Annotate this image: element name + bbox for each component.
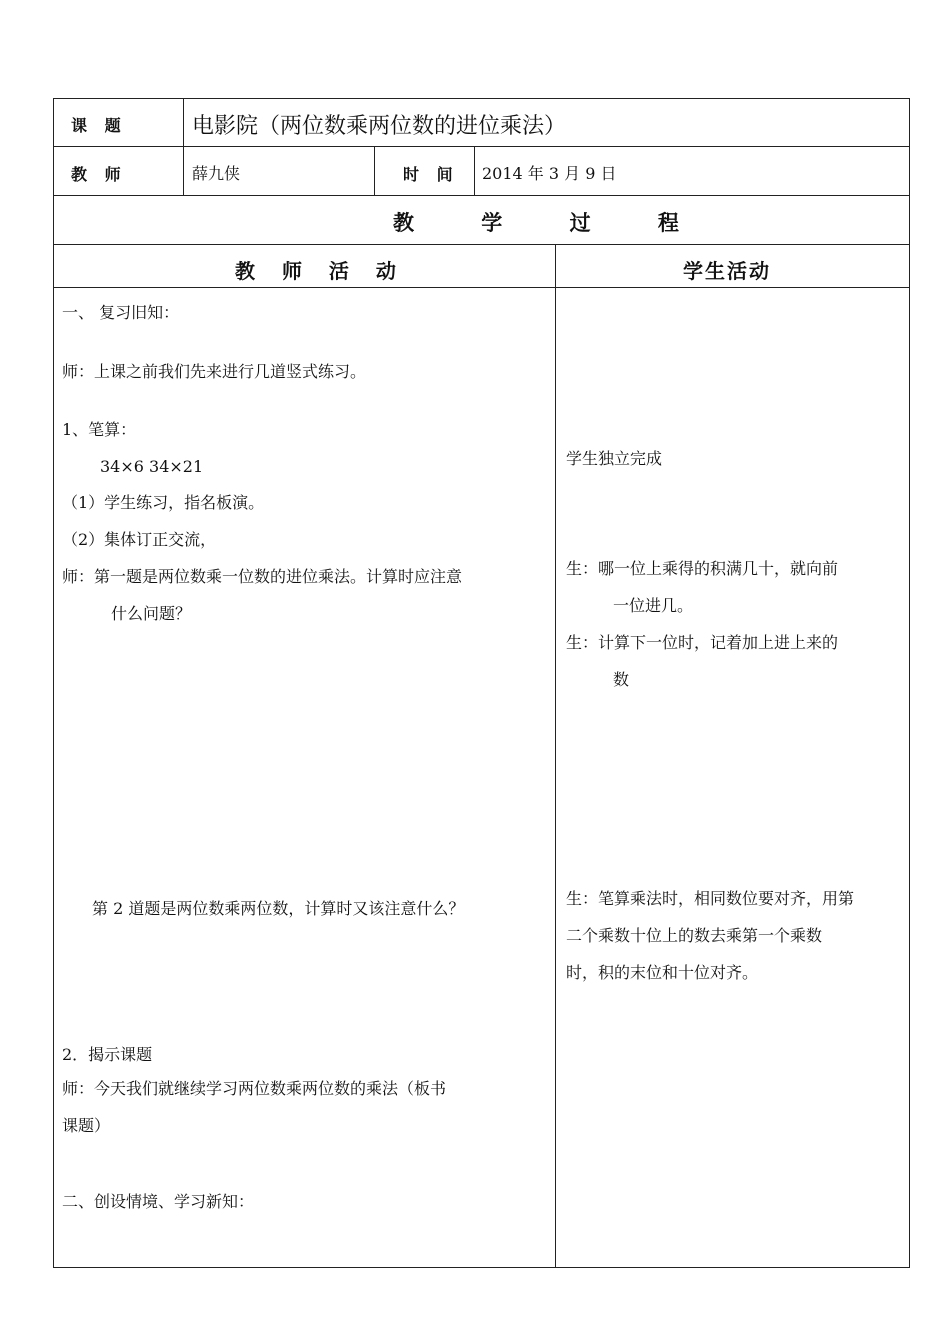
student-answer-1: 生：哪一位上乘得的积满几十，就向前 — [566, 559, 839, 578]
teacher-label: 教 师 — [71, 165, 127, 184]
lesson-plan-table — [53, 98, 910, 1268]
column-divider — [374, 146, 375, 195]
column-divider — [555, 244, 556, 1268]
student-answer-1-cont: 一位进几。 — [613, 596, 694, 615]
teacher-question-1: 师：第一题是两位数乘一位数的进位乘法。计算时应注意 — [62, 567, 463, 586]
topic-label: 课 题 — [71, 116, 127, 135]
reveal-topic-heading: 2．揭示课题 — [62, 1045, 153, 1064]
student-answer-2-cont: 数 — [613, 670, 630, 689]
student-answer-3-end: 时，积的末位和十位对齐。 — [566, 963, 759, 982]
teacher-topic-line-cont: 课题） — [62, 1116, 111, 1135]
column-divider — [183, 98, 184, 195]
student-activity-heading: 学生活动 — [683, 259, 771, 283]
teacher-topic-line: 师：今天我们就继续学习两位数乘两位数的乘法（板书 — [62, 1079, 447, 1098]
student-answer-3: 生：笔算乘法时，相同数位要对齐，用第 — [566, 889, 855, 908]
student-answer-2: 生：计算下一位时，记着加上进上来的 — [566, 633, 839, 652]
time-label: 时 间 — [403, 165, 459, 184]
teacher-question-1-cont: 什么问题？ — [111, 604, 192, 623]
teacher-activity-heading: 教 师 活 动 — [235, 259, 406, 283]
practice-step-2: （2）集体订正交流， — [62, 530, 217, 549]
topic-value: 电影院（两位数乘两位数的进位乘法） — [192, 114, 567, 139]
column-divider — [474, 146, 475, 195]
row-divider — [53, 287, 910, 288]
review-heading: 一、 复习旧知： — [62, 303, 180, 322]
teacher-intro-line: 师：上课之前我们先来进行几道竖式练习。 — [62, 362, 367, 381]
calc-problems: 34×6 34×21 — [100, 457, 204, 476]
student-independent: 学生独立完成 — [566, 449, 663, 468]
row-divider — [53, 195, 910, 196]
row-divider — [53, 244, 910, 245]
practice-step-1: （1）学生练习，指名板演。 — [62, 493, 265, 512]
lesson-date: 2014 年 3 月 9 日 — [482, 164, 617, 183]
section-title: 教 学 过 程 — [393, 211, 709, 235]
student-answer-3-cont: 二个乘数十位上的数去乘第一个乘数 — [566, 926, 823, 945]
row-divider — [53, 146, 910, 147]
written-calc-heading: 1、笔算： — [62, 420, 137, 439]
new-knowledge-heading: 二、创设情境、学习新知： — [62, 1192, 255, 1211]
teacher-name: 薛九侠 — [192, 164, 241, 183]
teacher-question-2: 第 2 道题是两位数乘两位数，计算时又该注意什么？ — [92, 899, 465, 918]
